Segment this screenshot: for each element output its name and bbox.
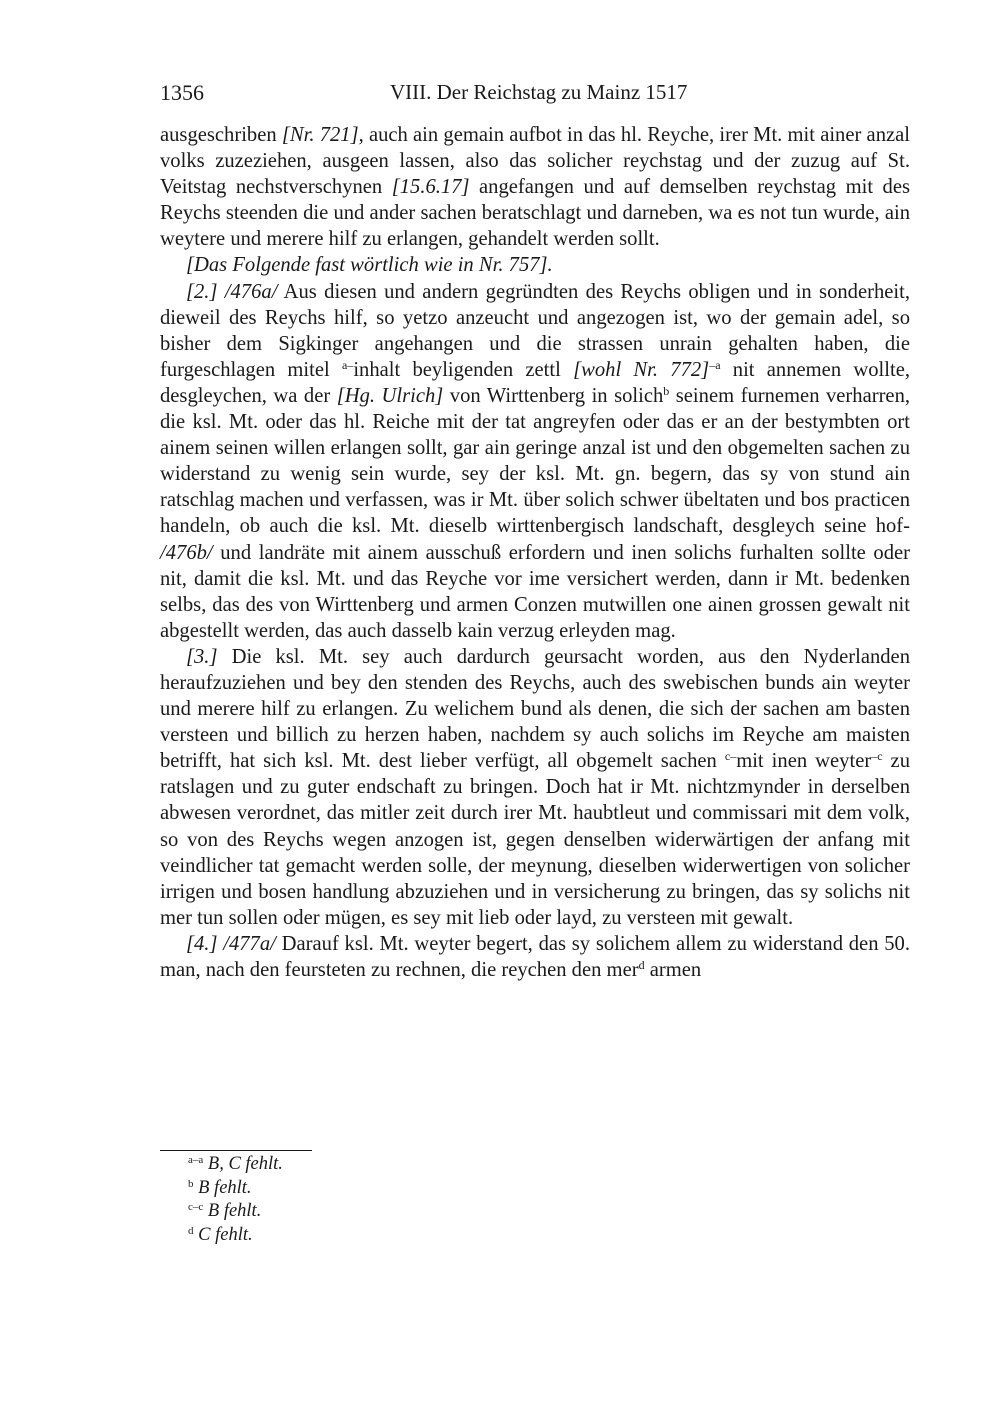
footnote <box>188 1153 283 1177</box>
editorial-note: [Das Folgende fast wörtlich wie in Nr. 757]. <box>186 254 553 277</box>
footnote <box>188 1224 283 1248</box>
footnote <box>188 1177 283 1201</box>
footnote-text: B fehlt. <box>198 1177 252 1198</box>
footnote-label: d <box>188 1224 194 1237</box>
page-number: 1356 <box>160 80 204 105</box>
editorial-reference: [wohl Nr. 772] <box>573 358 710 381</box>
footnote-label: b <box>188 1177 194 1190</box>
text: seinem furnemen verharren, die ksl. Mt. oder das hl. Reiche mit der tat angreyfen oder das er an der bestymbten ort ainem seinen willen erlangen sollt, gar ain geringe anzal ist und den obgemelten sachen zu widerstand zu wenig sein wurde, sey der ksl. Mt. gn. begern, das sy von stund ain ratschlag machen und verfassen, was ir Mt. über solich schwer übeltaten und bos practicen handeln, ob auch die ksl. Mt. dieselb wirttenbergisch landschaft, desgleych seine hof- <box>160 384 911 538</box>
section-marker: [2.] /476a/ <box>186 280 278 303</box>
text: nit annemen wollte, desgleychen, wa der <box>160 358 911 407</box>
footnote-text: C fehlt. <box>198 1224 253 1245</box>
editorial-reference: [Hg. Ulrich] <box>336 384 444 407</box>
footnote-text: B, C fehlt. <box>207 1154 283 1174</box>
text: armen <box>644 959 702 981</box>
text: ausgeschriben <box>160 124 282 146</box>
paragraph-4 <box>160 644 910 931</box>
footnote-mark: a– <box>341 357 354 372</box>
paragraph-5 <box>160 931 910 983</box>
section-marker: [3.] <box>186 645 218 668</box>
footnote-mark: c– <box>724 749 737 764</box>
footnote-mark: b <box>663 383 670 398</box>
text: Die ksl. Mt. sey auch dardurch geursacht worden, aus den Nyderlanden heraufzuziehen und bey den stenden des Reychs, auch des swebischen bunds ain weyter und merere hilf zu erlangen. Zu welichem bund als denen, die sich der sachen am basten versteen und billich zu herzen haben, nachdem sy auch solichs im Reyche am maisten betrifft, hat sich ksl. Mt. dest lieber verfügt, all obgemelt sachen <box>160 645 910 773</box>
paragraph-3 <box>160 279 910 644</box>
text: angefangen und auf demselben reychstag mit des Reychs steenden die und ander sachen beratschlagt und darneben, wa es not tun wurde, ain weytere und merere hilf zu erlangen, gehandelt werden sollt. <box>160 176 911 251</box>
footnote-mark: –c <box>871 749 883 764</box>
footnote-label: a–a <box>188 1154 204 1166</box>
text: und landräte mit ainem ausschuß erfordern und inen solichs furhalten sollte oder nit, damit die ksl. Mt. und das Reyche vor ime versichert werden, dann ir Mt. bedenken selbs, das des von Wirttenberg und armen Conzen mutwillen one ainen grossen gewalt nit abgestellt werden, das auch dasselb kain verzug erleyden mag. <box>160 541 910 642</box>
text: von Wirttenberg in solich <box>443 384 664 407</box>
folio-marker: /476b/ <box>160 541 213 564</box>
text: Darauf ksl. Mt. weyter begert, das sy solichem allem zu widerstand den 50. man, nach den feursteten zu rechnen, die reychen den mer <box>160 932 910 981</box>
text: inhalt beyligenden zettl <box>353 358 574 381</box>
footnote-divider <box>160 1150 312 1151</box>
footnote-mark: d <box>638 958 645 972</box>
editorial-date: [15.6.17] <box>391 176 470 199</box>
text: mit inen weyter <box>736 750 872 773</box>
footnote <box>188 1200 283 1224</box>
footnote-text: B fehlt. <box>207 1201 262 1221</box>
text: Aus diesen und andern gegründten des Reychs obligen und in sonderheit, dieweil des Reychs hilf, so yetzo anzeucht und angezogen ist, wo der gemain adel, so bisher dem Sigkinger angehangen und die strassen unrain gehalten haben, die furgeschlagen mitel <box>160 280 910 381</box>
paragraph-1 <box>160 122 910 252</box>
running-head: VIII. Der Reichstag zu Mainz 1517 <box>390 80 688 104</box>
text: , auch ain gemain aufbot in das hl. Reyche, irer Mt. mit ainer anzal volks zuzeziehen, ausgeen lassen, also das solicher reychstag und der zuzug auf St. Veitstag nechstverschynen <box>160 124 910 199</box>
footnotes <box>188 1153 283 1247</box>
text: zu ratslagen und zu guter endschaft zu bringen. Doch hat ir Mt. nichtzmynder in derselben abwesen verordnet, das mitler zeit durch irer Mt. haubtleut und commissari mit dem volk, so von des Reychs wegen anzogen ist, gegen denselben widerwärtigen der anfang mit veindlicher tat gemacht werden solle, der meynung, dieselben widerwertigen von solicher irrigen und bosen handlung abzuziehen und in versicherung zu bringen, das sy solichs nit mer tun sollen oder mügen, es sey mit lieb oder layd, zu versteen mit gewalt. <box>160 750 910 929</box>
editorial-reference: [Nr. 721] <box>281 124 359 146</box>
section-marker: [4.] /477a/ <box>186 932 276 955</box>
main-text <box>160 122 910 983</box>
paragraph-2 <box>160 252 910 278</box>
footnote-label: c–c <box>188 1201 204 1213</box>
footnote-mark: –a <box>709 357 721 372</box>
